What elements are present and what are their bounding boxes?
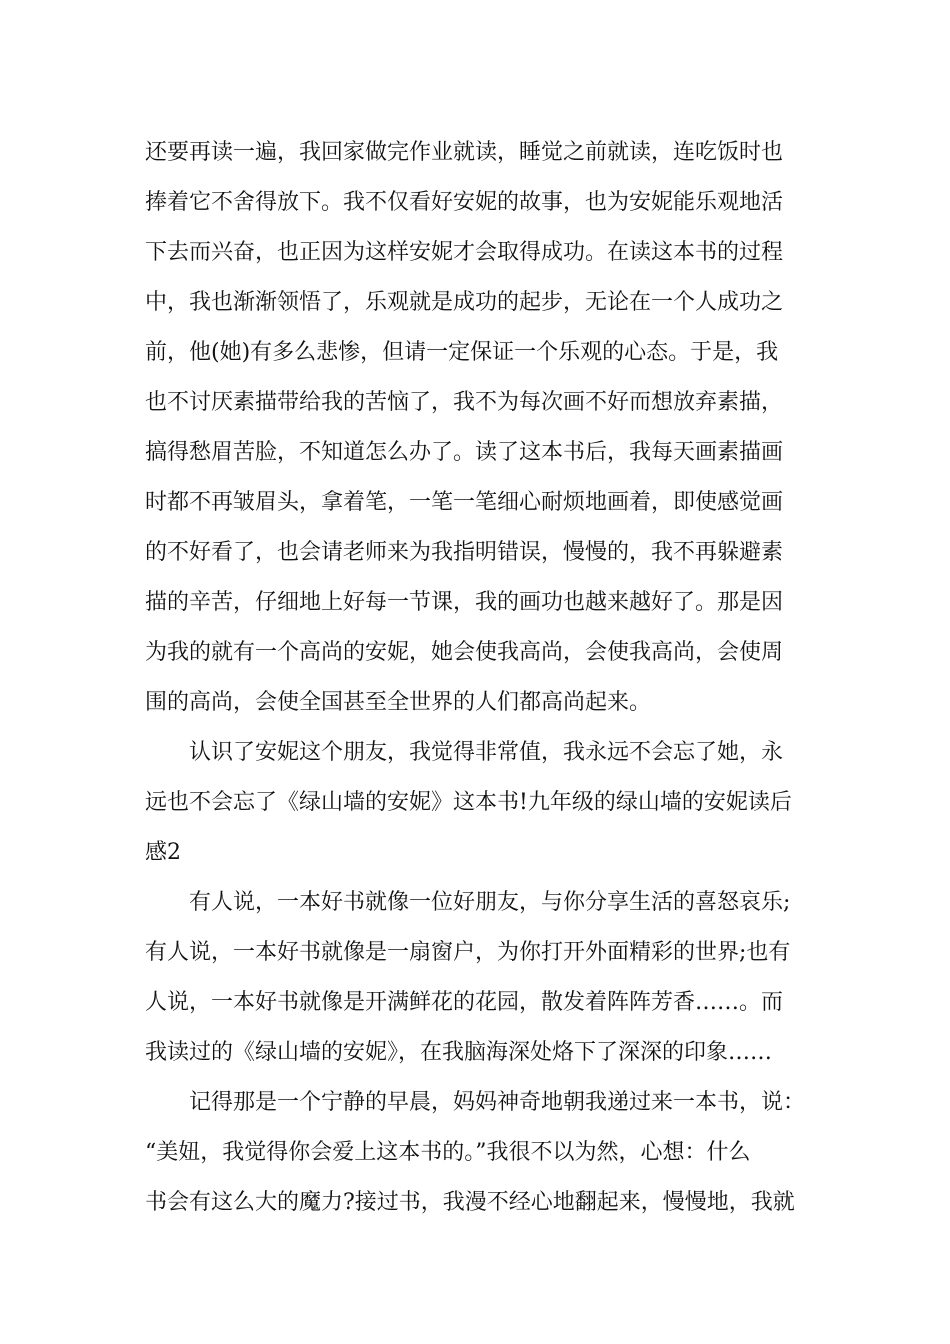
text-line: 人说，一本好书就像是开满鲜花的花园，散发着阵阵芳香……。而 [145, 990, 784, 1015]
text-line: 前，他(她)有多么悲惨，但请一定保证一个乐观的心态。于是，我 [145, 340, 779, 365]
text-line: 远也不会忘了《绿山墙的安妮》这本书!九年级的绿山墙的安妮读后 [145, 790, 792, 815]
paragraph-first-line: 记得那是一个宁静的早晨，妈妈神奇地朝我递过来一本书，说： [189, 1090, 806, 1115]
text-line: 感2 [145, 840, 181, 865]
text-line: 捧着它不舍得放下。我不仅看好安妮的故事，也为安妮能乐观地活 [145, 190, 784, 215]
text-line: 也不讨厌素描带给我的苦恼了，我不为每次画不好而想放弃素描， [145, 390, 784, 415]
paragraph-first-line: 有人说，一本好书就像一位好朋友，与你分享生活的喜怒哀乐; [189, 890, 791, 915]
paragraph-first-line: 认识了安妮这个朋友，我觉得非常值，我永远不会忘了她，永 [189, 740, 784, 765]
text-line: 围的高尚，会使全国甚至全世界的人们都高尚起来。 [145, 690, 652, 715]
text-line: “美妞，我觉得你会爱上这本书的。”我很不以为然，心想：什么 [145, 1140, 751, 1165]
text-line: 还要再读一遍，我回家做完作业就读，睡觉之前就读，连吃饭时也 [145, 140, 784, 165]
text-line: 搞得愁眉苦脸，不知道怎么办了。读了这本书后，我每天画素描画 [145, 440, 784, 465]
text-line: 时都不再皱眉头，拿着笔，一笔一笔细心耐烦地画着，即使感觉画 [145, 490, 784, 515]
text-line: 我读过的《绿山墙的安妮》，在我脑海深处烙下了深深的印象…… [145, 1040, 773, 1065]
text-line: 下去而兴奋，也正因为这样安妮才会取得成功。在读这本书的过程 [145, 240, 784, 265]
text-line: 有人说，一本好书就像是一扇窗户，为你打开外面精彩的世界;也有 [145, 940, 791, 965]
text-line: 的不好看了，也会请老师来为我指明错误，慢慢的，我不再躲避素 [145, 540, 784, 565]
text-line: 中，我也渐渐领悟了，乐观就是成功的起步，无论在一个人成功之 [145, 290, 784, 315]
body-text [145, 128, 825, 1228]
text-line: 为我的就有一个高尚的安妮，她会使我高尚，会使我高尚，会使周 [145, 640, 784, 665]
text-line: 书会有这么大的魔力?接过书，我漫不经心地翻起来，慢慢地，我就 [145, 1190, 795, 1215]
text-line: 描的辛苦，仔细地上好每一节课，我的画功也越来越好了。那是因 [145, 590, 784, 615]
